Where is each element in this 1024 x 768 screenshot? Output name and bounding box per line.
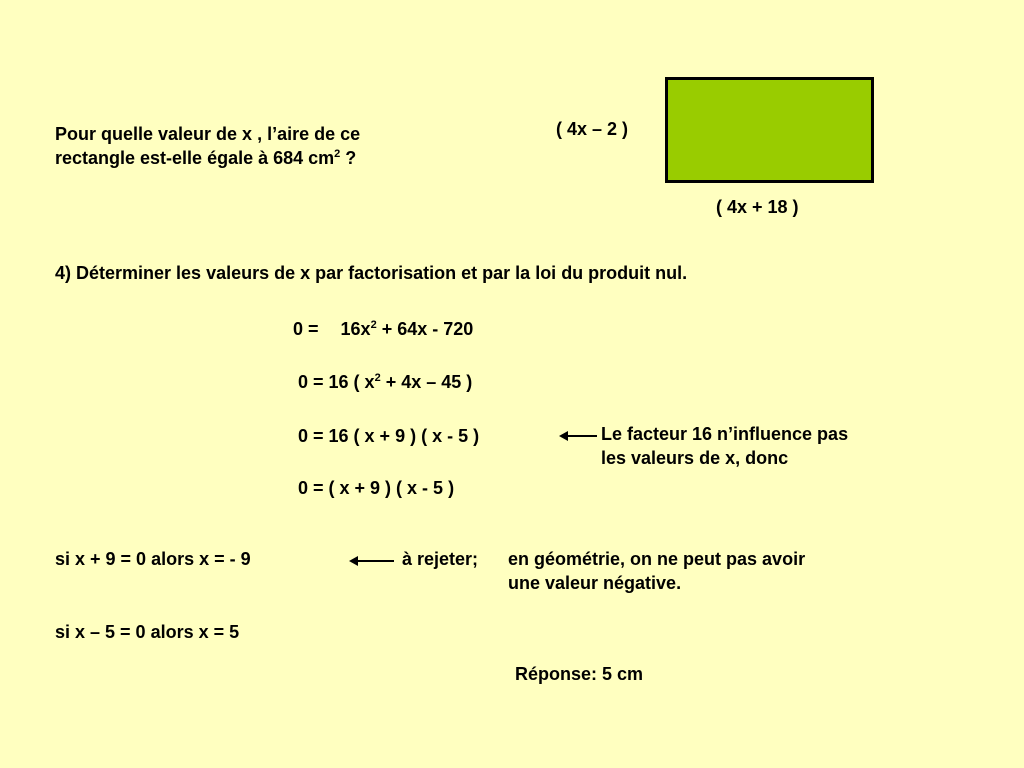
equation-1-post: + 64x - 720 (376, 319, 474, 339)
note-factor-line-2: les valeurs de x, donc (601, 448, 789, 468)
equation-1 (293, 318, 473, 340)
equation-4: 0 = ( x + 9 ) ( x - 5 ) (298, 478, 455, 498)
equation-3: 0 = 16 ( x + 9 ) ( x - 5 ) (298, 426, 480, 446)
equation-1-left: 0 = (293, 319, 319, 339)
question-line-2 (55, 147, 356, 169)
green-rectangle (665, 77, 874, 183)
case-1-text: si x + 9 = 0 alors x = - 9 (55, 549, 251, 569)
left-arrow-icon (348, 551, 396, 571)
question-line-2-end: ? (340, 148, 357, 168)
instruction: 4) Déterminer les valeurs de x par factorisation et par la loi du produit nul. (55, 263, 688, 283)
equation-2-exponent: 2 (374, 372, 381, 384)
equation-1-pre: 16x (340, 319, 371, 339)
equation-2 (298, 371, 472, 393)
question-line-1: Pour quelle valeur de x , l’aire de ce (55, 124, 361, 144)
question-exponent: 2 (334, 148, 341, 160)
equation-1-exponent: 2 (370, 319, 377, 331)
rectangle-bottom-label: ( 4x + 18 ) (716, 197, 799, 217)
note-factor-line-1: Le facteur 16 n’influence pas (601, 424, 849, 444)
rectangle-side-label: ( 4x – 2 ) (556, 119, 629, 139)
question-line-2-text: rectangle est-elle égale à 684 cm (55, 148, 335, 168)
case-1-reason-line-2: une valeur négative. (508, 573, 682, 593)
answer: Réponse: 5 cm (515, 664, 644, 684)
equation-2-post: + 4x – 45 ) (380, 372, 473, 392)
left-arrow-icon (558, 426, 598, 446)
case-1-reason-line-1: en géométrie, on ne peut pas avoir (508, 549, 806, 569)
case-1-reject: à rejeter; (402, 549, 479, 569)
case-2-text: si x – 5 = 0 alors x = 5 (55, 622, 240, 642)
equation-2-pre: 0 = 16 ( x (298, 372, 375, 392)
